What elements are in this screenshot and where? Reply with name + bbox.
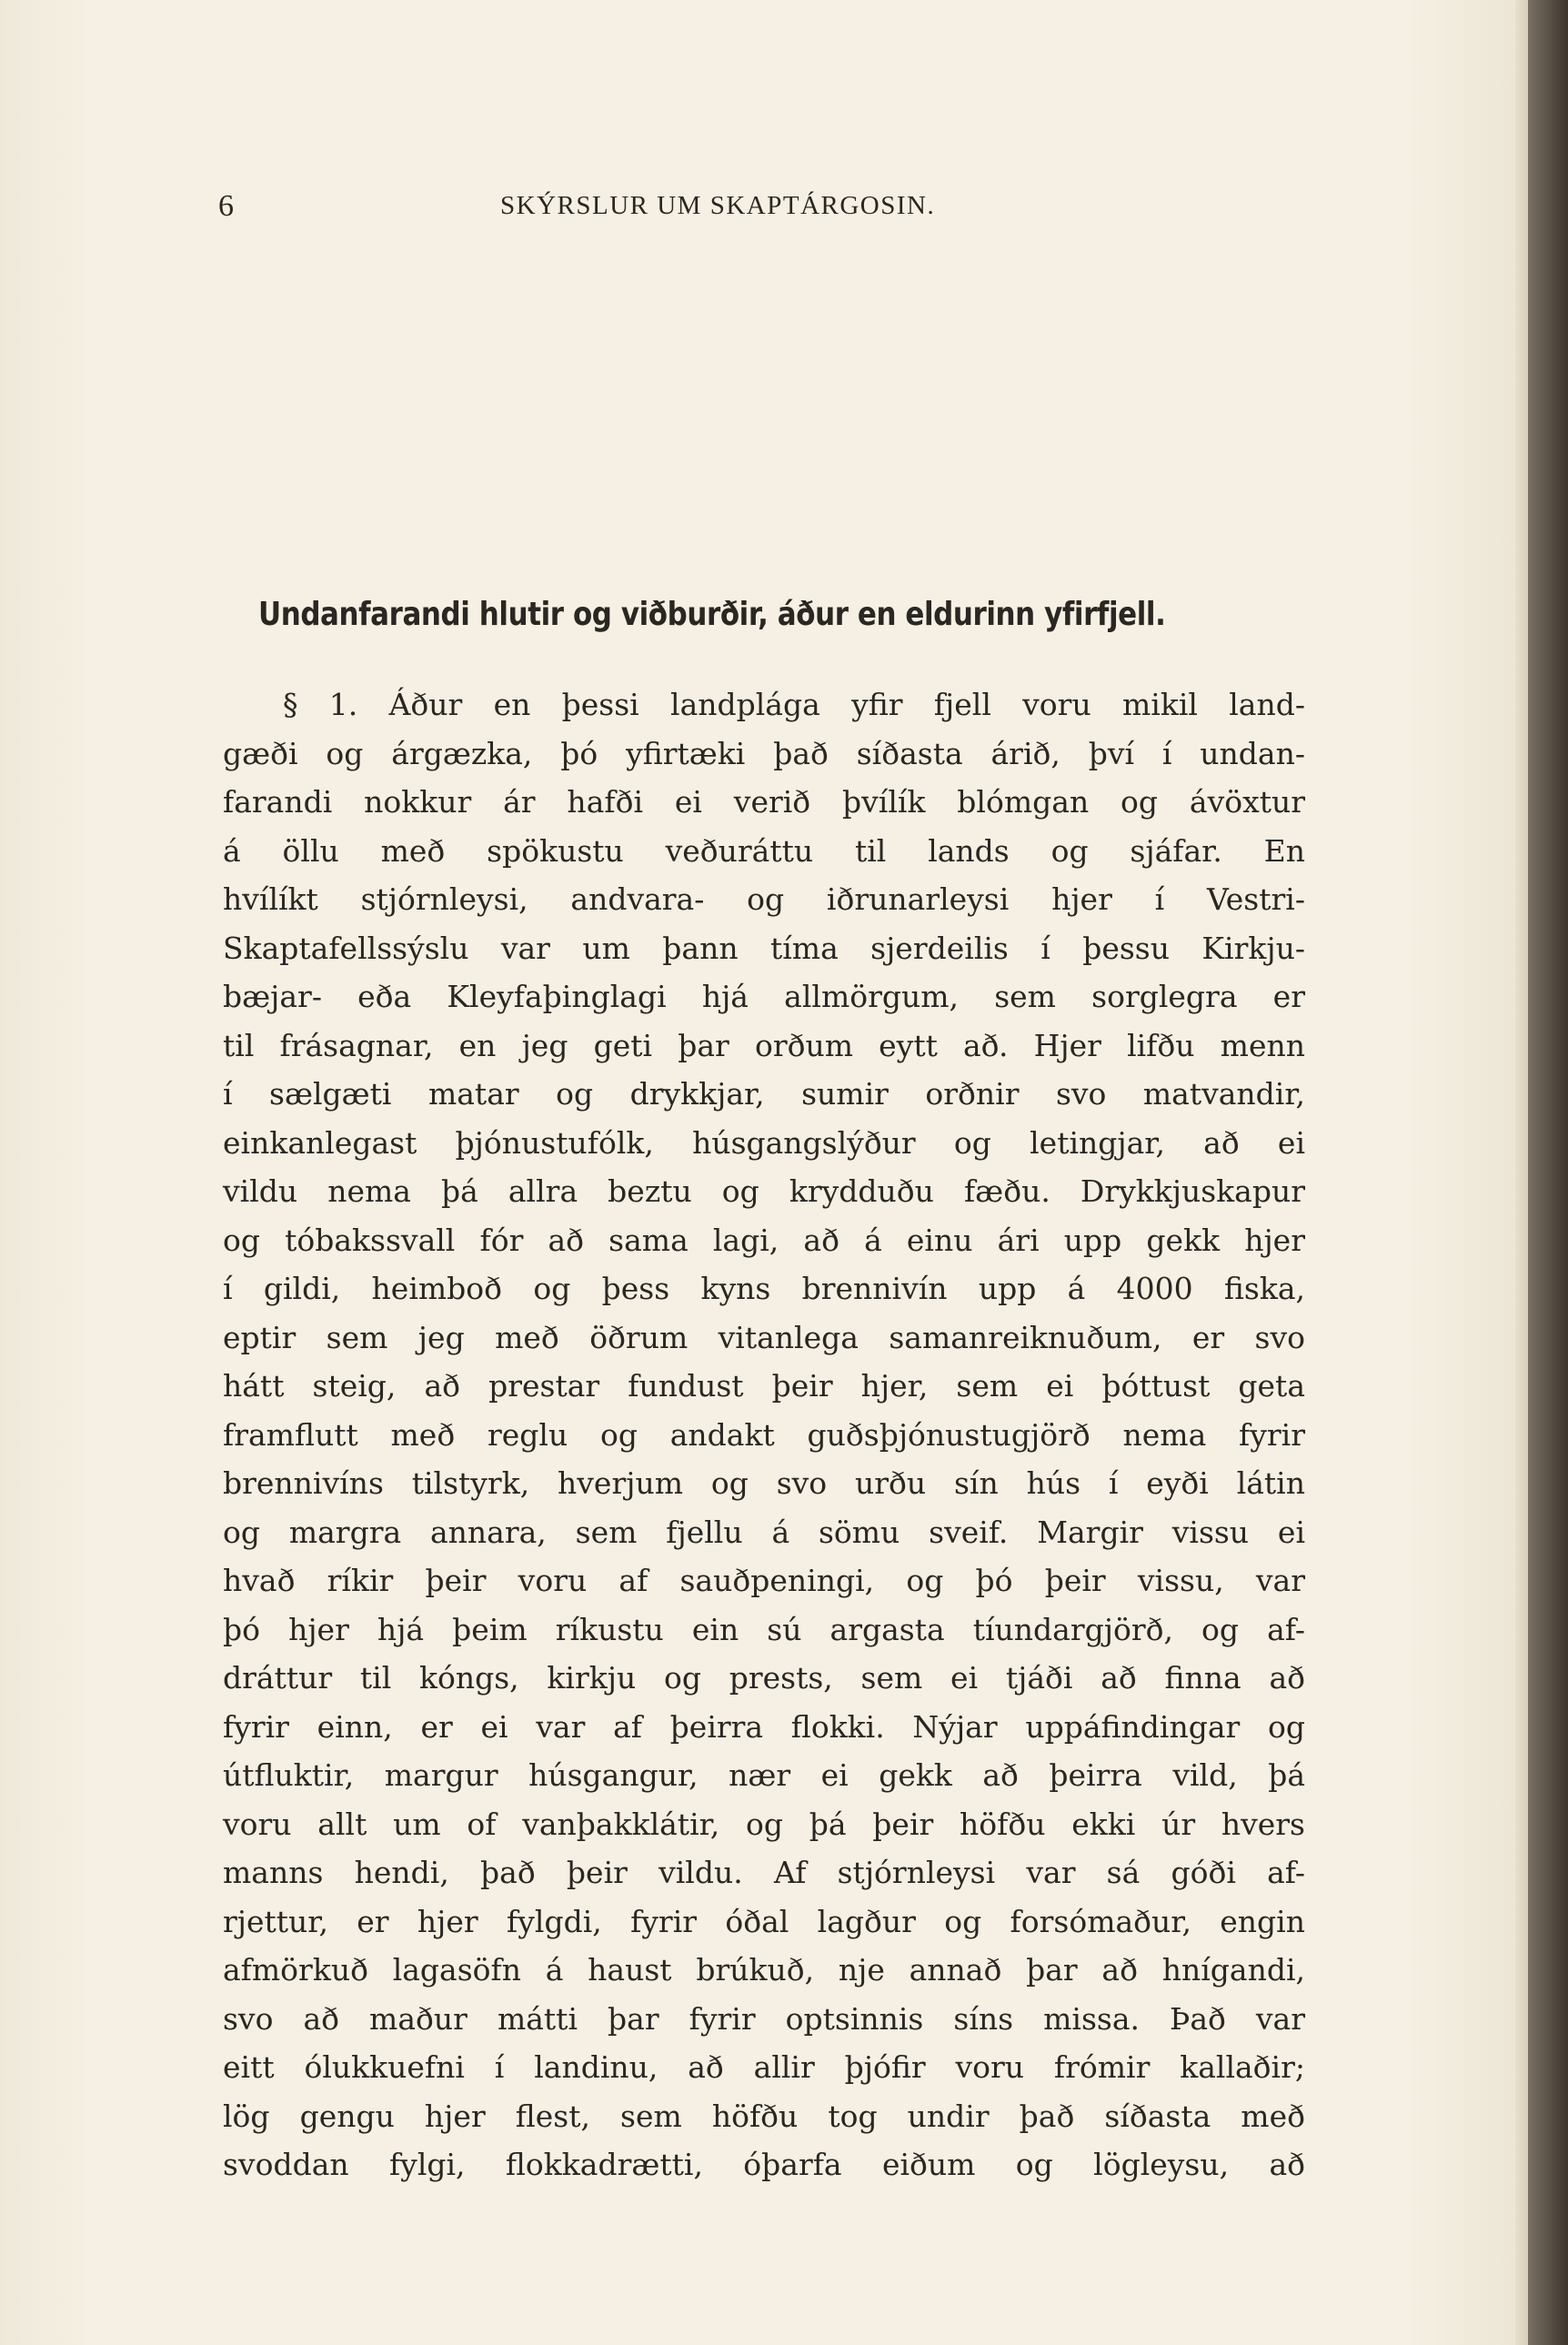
text-line: gæði og árgæzka, þó yfirtæki það síðasta árið, því í undan- [223, 735, 1305, 771]
running-title: SKÝRSLUR UM SKAPTÁRGOSIN. [500, 191, 936, 220]
text-line: svo að maður mátti þar fyrir optsinnis síns missa. Það var [223, 2000, 1305, 2037]
text-line: farandi nokkur ár hafði ei verið þvílík blómgan og ávöxtur [223, 784, 1305, 820]
text-line: § 1. Áður en þessi landplága yfir fjell voru mikil land- [283, 687, 1305, 722]
text-line: eitt ólukkuefni í landinu, að allir þjófir voru frómir kallaðir; [223, 2049, 1305, 2085]
text-line: og tóbakssvall fór að sama lagi, að á einu ári upp gekk hjer [223, 1222, 1305, 1258]
text-line: bæjar- eða Kleyfaþinglagi hjá allmörgum, sem sorglegra er [223, 979, 1305, 1014]
book-gutter-shadow [1528, 0, 1568, 2345]
text-line: dráttur til kóngs, kirkju og prests, sem ei tjáði að finna að [223, 1660, 1305, 1696]
body-text [223, 680, 1305, 2189]
text-line: útfluktir, margur húsgangur, nær ei gekk að þeirra vild, þá [223, 1757, 1305, 1793]
text-line: voru allt um of vanþakklátir, og þá þeir höfðu ekki úr hvers [223, 1806, 1305, 1842]
text-line: brennivíns tilstyrk, hverjum og svo urðu sín hús í eyði látin [223, 1465, 1305, 1501]
page-edge [1515, 0, 1528, 2345]
text-line: á öllu með spökustu veðuráttu til lands og sjáfar. En [223, 832, 1305, 869]
text-line: vildu nema þá allra beztu og krydduðu fæðu. Drykkjuskapur [223, 1173, 1305, 1209]
text-line: og margra annara, sem fjellu á sömu sveif. Margir vissu ei [223, 1514, 1305, 1550]
text-line: lög gengu hjer flest, sem höfðu tog undir það síðasta með [223, 2098, 1305, 2134]
text-line: framflutt með reglu og andakt guðsþjónustugjörð nema fyrir [223, 1416, 1305, 1453]
text-line: manns hendi, það þeir vildu. Af stjórnleysi var sá góði af- [223, 1855, 1305, 1890]
text-line: fyrir einn, er ei var af þeirra flokki. Nýjar uppáfindingar og [223, 1708, 1305, 1745]
text-line: hvað ríkir þeir voru af sauðpeningi, og þó þeir vissu, var [223, 1563, 1305, 1598]
running-head [218, 189, 1310, 226]
text-line: rjettur, er hjer fylgdi, fyrir óðal lagður og forsómaður, engin [223, 1903, 1305, 1939]
text-line: þó hjer hjá þeim ríkustu ein sú argasta tíundargjörð, og af- [223, 1611, 1305, 1647]
text-line: í sælgæti matar og drykkjar, sumir orðnir svo matvandir, [223, 1076, 1305, 1112]
page-number: 6 [218, 189, 235, 223]
text-line: hátt steig, að prestar fundust þeir hjer, sem ei þóttust geta [223, 1368, 1305, 1404]
text-line: einkanlegast þjónustufólk, húsgangslýður og letingjar, að ei [223, 1124, 1305, 1161]
text-line: Skaptafellssýslu var um þann tíma sjerdeilis í þessu Kirkju- [223, 930, 1305, 966]
text-line: í gildi, heimboð og þess kyns brennivín upp á 4000 fiska, [223, 1271, 1305, 1306]
text-line: svoddan fylgi, flokkadrætti, óþarfa eiðum og lögleysu, að [223, 2147, 1305, 2182]
text-line: hvílíkt stjórnleysi, andvara- og iðrunarleysi hjer í Vestri- [223, 881, 1305, 917]
text-line: eptir sem jeg með öðrum vitanlega samanreiknuðum, er svo [223, 1319, 1305, 1355]
section-heading: Undanfarandi hlutir og viðburðir, áður en eldurinn yfirfjell. [258, 596, 1166, 633]
text-line: til frásagnar, en jeg geti þar orðum eytt að. Hjer lifðu menn [223, 1027, 1305, 1063]
text-line: afmörkuð lagasöfn á haust brúkuð, nje annað þar að hnígandi, [223, 1952, 1305, 1988]
